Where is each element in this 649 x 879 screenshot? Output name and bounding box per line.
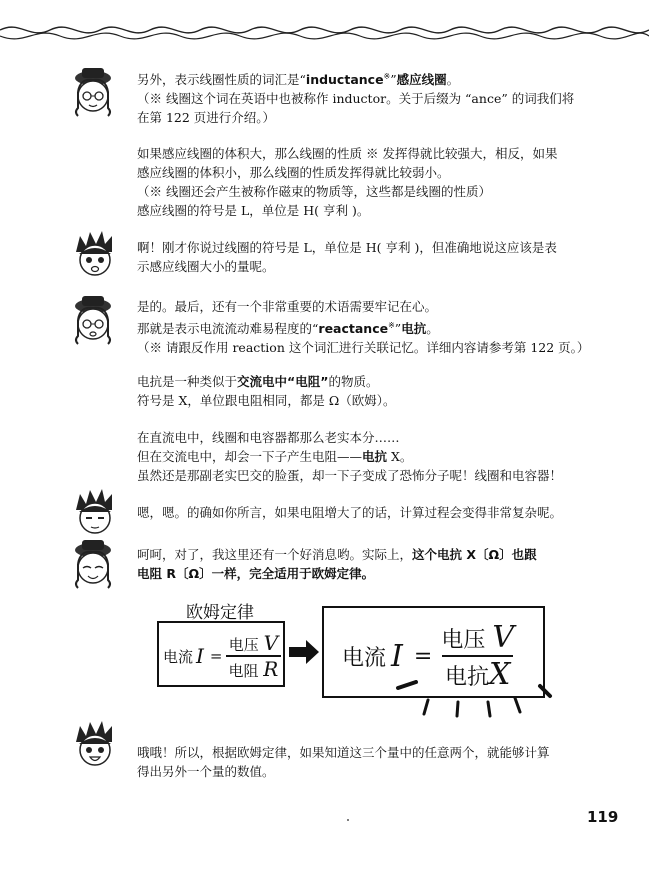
- girl-avatar-icon: [68, 536, 118, 592]
- bold-term: 这个电抗 X〔Ω〕也跟: [412, 547, 537, 562]
- text-line: [137, 163, 617, 182]
- text-line: [137, 316, 617, 338]
- text-segment: 哦哦！所以，根据欧姆定律，如果知道这三个量中的任意两个，就能够计算: [137, 745, 550, 760]
- text-segment: ※: [388, 321, 395, 330]
- bold-term: 电抗: [362, 449, 388, 464]
- girl-avatar-icon: [68, 292, 118, 348]
- voltage-label: 电压: [441, 628, 486, 653]
- voltage-symbol: V: [492, 620, 514, 655]
- voltage-label: 电压: [228, 636, 259, 654]
- text-segment: 示感应线圈大小的量呢。: [137, 259, 275, 274]
- text-segment: X。: [387, 449, 413, 464]
- text-segment: ”: [390, 72, 397, 88]
- current-symbol: I: [196, 644, 204, 668]
- paragraph-dc-ac: [137, 428, 617, 485]
- bold-term: 电阻 R〔Ω〕一样，完全适用于欧姆定律。: [137, 566, 375, 581]
- text-line: [137, 762, 617, 781]
- paragraph-complex-calc: [137, 503, 617, 522]
- text-segment: 另外，表示线圈性质的词汇是“: [137, 72, 306, 88]
- text-line: [137, 89, 617, 108]
- text-segment: 是的。最后，还有一个非常重要的术语需要牢记在心。: [137, 299, 438, 314]
- text-line: [137, 297, 617, 316]
- text-segment: 如果感应线圈的体积大，那么线圈的性质 ※ 发挥得就比较强大，相反，如果: [137, 146, 558, 161]
- resistance-label: 电阻: [228, 662, 259, 680]
- bold-term: reactance: [318, 321, 389, 337]
- text-segment: 得出另外一个量的数值。: [137, 764, 275, 779]
- text-line: [137, 201, 617, 220]
- text-segment: 啊！刚才你说过线圈的符号是 L，单位是 H( 亨利 )，但准确地说这应该是表: [137, 240, 557, 255]
- text-segment: ※: [383, 72, 391, 81]
- text-segment: 虽然还是那副老实巴交的脸蛋，却一下子变成了恐怖分子呢！线圈和电容器！: [137, 468, 563, 483]
- text-segment: 电抗是一种类似于: [137, 374, 238, 389]
- ohms-law-resistance-box: [157, 621, 285, 687]
- bold-term: 感应线圈: [396, 72, 447, 88]
- fraction: [226, 631, 282, 681]
- text-segment: 那就是表示电流流动难易程度的“: [137, 321, 319, 337]
- page-number: 119: [587, 808, 619, 826]
- text-segment: 呵呵，对了，我这里还有一个好消息哟。实际上，: [137, 547, 413, 562]
- paragraph-question-inductance: [137, 238, 617, 276]
- bold-term: inductance: [305, 72, 384, 88]
- text-line: [137, 564, 617, 583]
- text-line: [137, 466, 617, 485]
- text-line: [137, 372, 617, 391]
- text-segment: 。: [426, 321, 439, 337]
- text-line: [137, 338, 617, 357]
- text-line: [137, 182, 617, 201]
- boy-avatar-icon: [70, 718, 120, 774]
- text-segment: 在第 122 页进行介绍。）: [137, 110, 276, 126]
- text-line: [137, 545, 617, 564]
- paragraph-good-news: [137, 545, 617, 583]
- paragraph-inductance-size: [137, 144, 617, 220]
- equals-sign: =: [209, 647, 223, 665]
- text-segment: 嗯，嗯。的确如你所言，如果电阻增大了的话，计算过程会变得非常复杂呢。: [137, 505, 563, 520]
- boy-avatar-icon: [70, 486, 120, 542]
- text-line: [137, 743, 617, 762]
- paragraph-reactance-definition: [137, 372, 617, 410]
- text-segment: 感应线圈的符号是 L，单位是 H( 亨利 )。: [137, 203, 370, 218]
- text-segment: （※ 请跟反作用 reaction 这个词汇进行关联记忆。详细内容请参考第 122 页。）: [137, 340, 590, 356]
- text-line: [137, 144, 617, 163]
- text-line: [137, 108, 617, 127]
- text-segment: 的物质。: [328, 374, 379, 389]
- text-line: [137, 238, 617, 257]
- text-line: [137, 67, 617, 89]
- paragraph-inductance: [137, 67, 617, 127]
- text-line: [137, 391, 617, 410]
- text-line: [137, 447, 617, 466]
- paragraph-reactance: [137, 297, 617, 357]
- reactance-symbol: X: [488, 657, 511, 692]
- girl-avatar-icon: [68, 64, 118, 120]
- text-line: [137, 428, 617, 447]
- resistance-symbol: R: [263, 657, 279, 681]
- reactance-label: 电抗: [444, 665, 489, 690]
- text-segment: 在直流电中，线圈和电容器都那么老实本分……: [137, 430, 400, 445]
- bold-term: 交流电中“电阻”: [237, 374, 329, 389]
- text-segment: （※ 线圈这个词在英语中也被称作 inductor。关于后缀为 “ance” 的词我们将: [137, 91, 575, 107]
- paragraph-ohms-law-conclusion: [137, 743, 617, 781]
- bold-term: 电抗: [401, 321, 427, 337]
- arrow-right-icon: [288, 639, 320, 665]
- text-segment: 但在交流电中，却会一下子产生电阻——: [137, 449, 363, 464]
- emphasis-lines-decoration: [390, 680, 560, 725]
- equals-sign: =: [413, 643, 433, 669]
- text-segment: 感应线圈的体积小，那么线圈的性质发挥得就比较弱小。: [137, 165, 450, 180]
- formula-title: 欧姆定律: [186, 603, 254, 623]
- text-segment: （※ 线圈还会产生被称作磁束的物质等，这些都是线圈的性质）: [137, 184, 491, 199]
- stray-dot: [347, 819, 349, 821]
- current-symbol: I: [391, 638, 403, 674]
- text-segment: ”: [394, 321, 402, 337]
- text-line: [137, 257, 617, 276]
- wavy-border-decoration: [0, 0, 649, 48]
- boy-avatar-icon: [70, 228, 120, 284]
- text-segment: 。: [446, 72, 460, 88]
- current-label: 电流: [163, 647, 194, 666]
- text-line: [137, 503, 617, 522]
- text-segment: 符号是 X，单位跟电阻相同，都是 Ω（欧姆）。: [137, 393, 396, 408]
- current-label: 电流: [342, 645, 387, 671]
- voltage-symbol: V: [263, 631, 279, 655]
